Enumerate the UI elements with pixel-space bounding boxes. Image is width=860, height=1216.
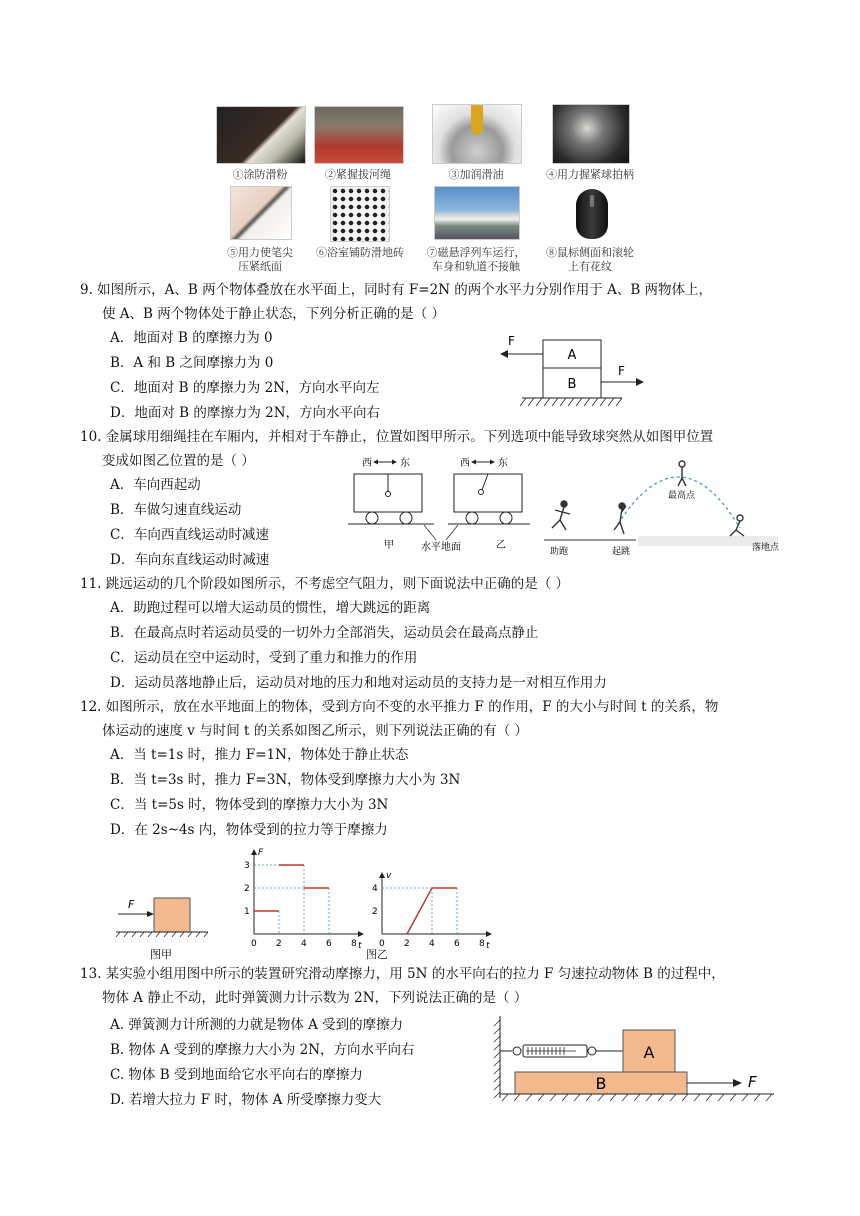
- question-13: [80, 962, 800, 1010]
- photo-caption: ③加润滑油: [448, 168, 504, 181]
- question-13-stem-cont: 物体 A 静止不动，此时弹簧测力计示数为 2N，下列说法正确的是（ ）: [102, 990, 528, 1006]
- option: D．地面对 B 的摩擦力为 2N，方向水平向右: [110, 405, 381, 421]
- question-13-options: [110, 1013, 415, 1113]
- question-9-options: [110, 326, 380, 426]
- question-11: [80, 572, 800, 596]
- option: B. 物体 A 受到的摩擦力大小为 2N，方向水平向右: [110, 1042, 415, 1058]
- svg-text:东: 东: [498, 458, 508, 469]
- svg-text:A: A: [567, 348, 577, 363]
- photo-caption: ①涂防滑粉: [232, 168, 288, 181]
- question-9-stem-cont: 使 A、B 两个物体处于静止状态，下列分析正确的是（ ）: [102, 306, 446, 322]
- maglev-train-photo: [434, 186, 520, 240]
- option: B．当 t=3s 时，推力 F=3N，物体受到摩擦力大小为 3N: [110, 772, 461, 788]
- x-tick-label: 4: [301, 939, 307, 949]
- mouse-photo: [562, 186, 622, 242]
- v-t-chart: [366, 842, 502, 951]
- pen-writing-photo: [230, 186, 292, 240]
- chart-yi-caption: 图乙: [366, 948, 388, 961]
- tug-of-war-photo: [314, 106, 404, 164]
- photo-caption: ⑤用力使笔尖 压紧纸面: [227, 246, 293, 273]
- svg-text:西: 西: [460, 458, 470, 469]
- photo-caption: ⑧鼠标侧面和滚轮 上有花纹: [546, 246, 634, 273]
- question-9-figure: [490, 330, 660, 414]
- y-axis-arrow: [251, 849, 257, 855]
- svg-text:F: F: [618, 364, 625, 378]
- x-axis-arrow: [486, 931, 492, 937]
- option: B．在最高点时若运动员受的一切外力全部消失，运动员会在最高点静止: [110, 625, 539, 641]
- option: A．当 t=1s 时，推力 F=1N，物体处于静止状态: [110, 747, 409, 763]
- x-tick-label: 2: [276, 939, 282, 949]
- svg-text:B: B: [567, 377, 577, 392]
- photo-caption: ②紧握拔河绳: [325, 168, 391, 181]
- x-tick-label: 6: [326, 939, 332, 949]
- question-11-options: [110, 596, 607, 696]
- y-axis-label: F: [258, 848, 264, 858]
- x-tick-label: 0: [251, 939, 257, 949]
- question-12-stem-cont: 体运动的速度 v 与时间 t 的关系如图乙所示，则下列说法正确的有（ ）: [102, 723, 529, 739]
- runner-icon: [552, 501, 570, 530]
- x-tick-label: 8: [479, 939, 485, 949]
- svg-text:A: A: [643, 1043, 655, 1062]
- question-13-stem: 13. 某实验小组用图中所示的装置研究滑动摩擦力，用 5N 的水平向右的拉力 F 匀速拉动物体 B 的过程中，: [80, 966, 725, 982]
- x-tick-label: 4: [429, 939, 435, 949]
- x-axis-label: t: [358, 941, 362, 951]
- svg-text:图甲: 图甲: [150, 948, 172, 961]
- x-tick-label: 0: [379, 939, 385, 949]
- svg-text:乙: 乙: [496, 540, 506, 551]
- question-12-figure-jia: [110, 886, 220, 966]
- question-9-stem: 9. 如图所示，A、B 两个物体叠放在水平面上，同时有 F=2N 的两个水平力分别作用于 A、B 两物体上，: [80, 282, 713, 298]
- x-tick-label: 8: [351, 939, 357, 949]
- svg-text:水平地面: 水平地面: [421, 542, 461, 553]
- option: B．A 和 B 之间摩擦力为 0: [110, 355, 274, 371]
- question-12-options: [110, 743, 460, 843]
- svg-text:B: B: [595, 1074, 607, 1093]
- x-axis-label: t: [486, 941, 490, 951]
- option: D．在 2s~4s 内，物体受到的拉力等于摩擦力: [110, 822, 388, 838]
- x-axis-arrow: [358, 931, 364, 937]
- question-11-stem: 11. 跳远运动的几个阶段如图所示，不考虑空气阻力，则下面说法中正确的是（ ）: [80, 576, 570, 592]
- svg-text:F: F: [508, 334, 515, 348]
- y-axis-label: v: [386, 871, 392, 881]
- gear-oil-photo: [432, 104, 522, 164]
- svg-text:F: F: [128, 898, 135, 911]
- tile-floor-photo: [330, 186, 390, 242]
- photo-caption: ⑥浴室铺防滑地砖: [316, 246, 404, 259]
- option: A. 弹簧测力计所测的力就是物体 A 受到的摩擦力: [110, 1017, 404, 1033]
- option: A．车向西起动: [110, 477, 201, 493]
- option: C．地面对 B 的摩擦力为 2N，方向水平向左: [110, 380, 380, 396]
- long-jump-figure: [540, 458, 785, 558]
- option: C. 物体 B 受到地面给它水平向右的摩擦力: [110, 1067, 363, 1083]
- velocity-line: [407, 888, 457, 934]
- question-10-stem: 10. 金属球用细绳挂在车厢内，并相对于车静止，位置如图甲所示。下列选项中能导致球突然从如图甲位置: [80, 429, 714, 445]
- question-12: [80, 695, 800, 743]
- option: A．助跑过程可以增大运动员的惯性，增大跳远的距离: [110, 600, 431, 616]
- option: C．车向西直线运动时减速: [110, 527, 269, 543]
- question-10-figure: [344, 454, 534, 558]
- badminton-photo: [552, 104, 630, 164]
- question-10-stem-cont: 变成如图乙位置的是（ ）: [102, 453, 255, 469]
- option: D．运动员落地静止后，运动员对地的压力和地对运动员的支持力是一对相互作用力: [110, 675, 607, 691]
- x-tick-label: 6: [454, 939, 460, 949]
- svg-text:助跑: 助跑: [550, 547, 569, 557]
- landing-figure-icon: [730, 515, 744, 536]
- jumper-top-icon: [678, 461, 686, 486]
- photo-caption: ④用力握紧球拍柄: [546, 168, 634, 181]
- y-axis-arrow: [379, 872, 385, 878]
- photo-caption: ⑦磁悬浮列车运行， 车身和轨道不接触: [426, 246, 526, 273]
- svg-text:落地点: 落地点: [752, 543, 780, 553]
- y-tick-label: 4: [372, 884, 378, 894]
- option: B．车做匀速直线运动: [110, 502, 242, 518]
- option: C．运动员在空中运动时，受到了重力和推力的作用: [110, 650, 418, 666]
- y-tick-label: 1: [244, 907, 250, 917]
- question-12-stem: 12. 如图所示，放在水平地面上的物体，受到方向不变的水平推力 F 的作用，F 的大小与时间 t 的关系，物: [80, 699, 719, 715]
- takeoff-figure-icon: [614, 503, 626, 534]
- option: C．当 t=5s 时，物体受到的摩擦力大小为 3N: [110, 797, 389, 813]
- svg-text:F: F: [748, 1073, 757, 1091]
- question-9: [80, 278, 800, 326]
- y-tick-label: 2: [372, 907, 378, 917]
- f-t-chart: [238, 842, 362, 951]
- option: D. 若增大拉力 F 时，物体 A 所受摩擦力变大: [110, 1092, 382, 1108]
- svg-text:最高点: 最高点: [668, 491, 696, 501]
- chalk-hands-photo: [216, 106, 306, 164]
- svg-text:西: 西: [362, 458, 372, 469]
- option: D．车向东直线运动时减速: [110, 552, 270, 568]
- question-10-options: [110, 473, 269, 573]
- x-tick-label: 2: [404, 939, 410, 949]
- svg-text:甲: 甲: [384, 540, 394, 551]
- y-tick-label: 2: [244, 884, 250, 894]
- y-tick-label: 3: [244, 861, 250, 871]
- svg-text:东: 东: [400, 458, 410, 469]
- option: A．地面对 B 的摩擦力为 0: [110, 330, 273, 346]
- svg-text:起跳: 起跳: [612, 547, 631, 557]
- question-13-figure: [490, 1014, 780, 1106]
